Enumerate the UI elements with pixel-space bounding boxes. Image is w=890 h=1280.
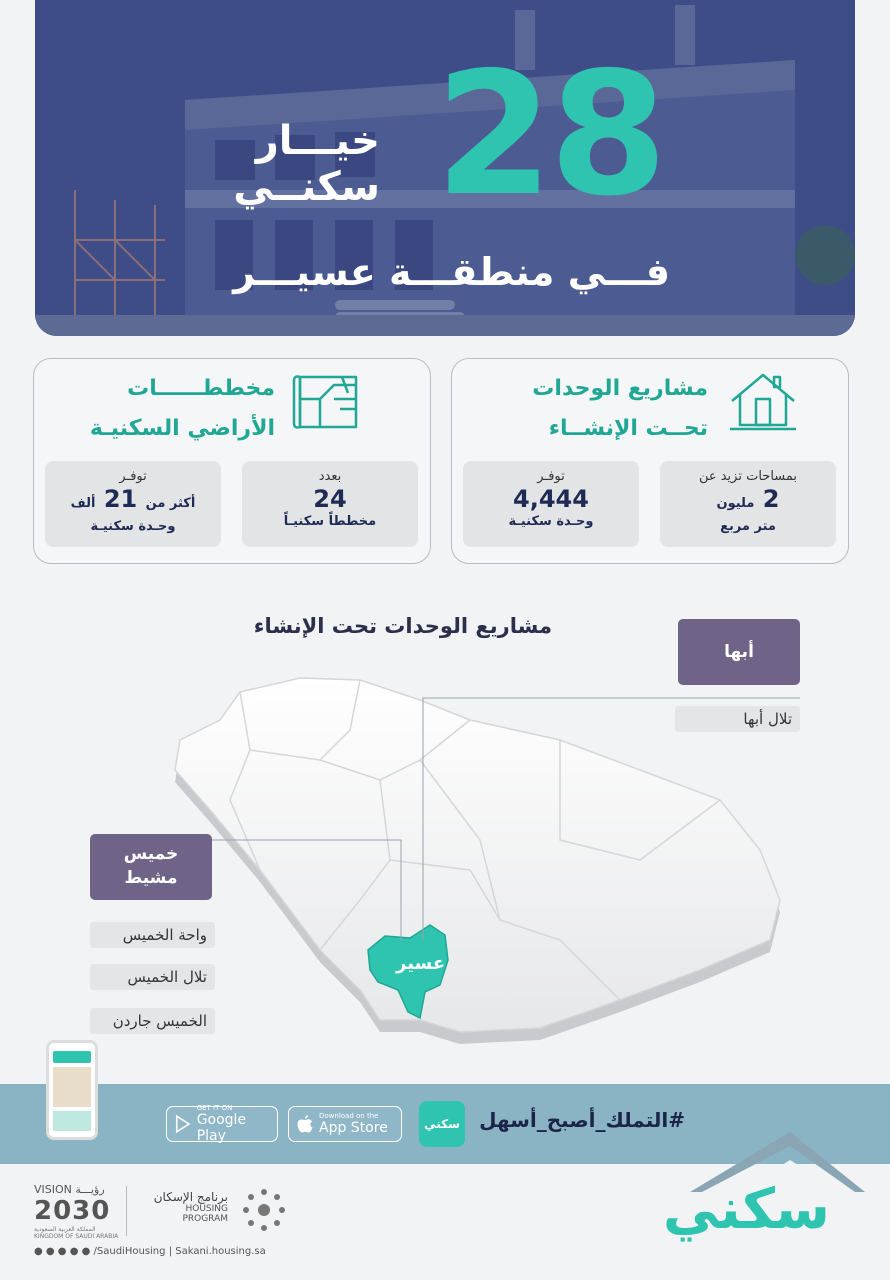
hero-number: 28 <box>435 36 664 234</box>
project-item: الخميس جاردن <box>90 1008 215 1034</box>
sakani-app-icon[interactable]: سكني <box>419 1101 465 1147</box>
stat-number-suffix: مليون <box>716 496 755 511</box>
social-links <box>34 1246 266 1257</box>
stat-value <box>660 484 836 519</box>
units-card <box>451 358 849 564</box>
stat-label: توفـر <box>119 469 147 484</box>
project-item: تلال أبها <box>675 706 800 732</box>
units-stat-count <box>463 461 639 547</box>
app-store-big: App Store <box>319 1120 388 1136</box>
units-heading-line2: تحــت الإنشــاء <box>548 416 708 441</box>
vision-sub-en: KINGDOM OF SAUDI ARABIA <box>34 1233 119 1240</box>
lands-heading-line1: مخططــــــات <box>127 376 275 401</box>
hero-title-line1: خيـــار <box>255 118 380 164</box>
stat-value <box>45 484 221 519</box>
app-store-small: Download on the <box>319 1112 379 1120</box>
app-store-text <box>319 1112 388 1136</box>
phone-image <box>46 1040 98 1140</box>
program-ar: برنامج الإسكان <box>153 1190 228 1204</box>
stat-label: بعدد <box>318 469 342 484</box>
city-abha: أبها <box>678 619 800 685</box>
stat-unit: متر مربع <box>720 519 776 534</box>
app-store-button[interactable] <box>288 1106 402 1142</box>
vision-sub-ar: المملكة العربية السعودية <box>34 1226 96 1233</box>
lands-stat-plans <box>242 461 418 547</box>
footer-divider <box>126 1186 127 1236</box>
stat-number-suffix: ألف <box>70 496 96 511</box>
house-icon <box>728 369 798 437</box>
stat-unit: وحـدة سكنيـة <box>508 514 594 529</box>
housing-program-emblem-icon <box>238 1184 290 1236</box>
lands-card <box>33 358 431 564</box>
google-play-button[interactable] <box>166 1106 278 1142</box>
asir-region-label: عسير <box>396 953 446 974</box>
social-icons[interactable]: ● ● ● ● ● <box>34 1246 91 1257</box>
footer-separator: | <box>168 1246 176 1257</box>
project-item: تلال الخميس <box>90 964 215 990</box>
city-khamis-mushait: خميس مشيط <box>90 834 212 900</box>
stat-number: 4,444 <box>513 485 589 513</box>
stat-number: 24 <box>313 485 347 513</box>
google-play-icon <box>175 1114 191 1134</box>
stat-number: 2 <box>762 485 780 513</box>
apple-icon <box>297 1114 313 1134</box>
stat-unit: مخططاً سكنيـاً <box>283 514 377 529</box>
hero-banner <box>35 0 855 336</box>
hero-subtitle: فـــي منطقـــة عسيـــر <box>233 250 670 294</box>
units-card-heading <box>532 369 708 449</box>
stat-label: توفـر <box>537 469 565 484</box>
sakani-logo-text: سكني <box>662 1177 830 1242</box>
lands-card-heading <box>90 369 275 449</box>
hashtag: #التملك_أصبح_أسهل <box>479 1108 685 1132</box>
lands-stat-units <box>45 461 221 547</box>
social-handle[interactable]: /SaudiHousing <box>93 1246 166 1257</box>
land-plan-icon <box>290 369 362 437</box>
stat-label: بمساحات تزيد عن <box>698 469 798 484</box>
map-title: مشاريع الوحدات تحت الإنشاء <box>253 614 552 638</box>
lands-heading-line2: الأراضي السكنيـة <box>89 416 275 441</box>
program-en: HOUSING PROGRAM <box>182 1204 228 1224</box>
stat-unit: وحـدة سكنيـة <box>90 519 176 534</box>
vision-word-en: VISION <box>34 1183 72 1196</box>
google-play-small: GET IT ON <box>196 1104 233 1112</box>
google-play-text <box>197 1104 269 1144</box>
google-play-big: Google Play <box>196 1112 247 1144</box>
vision-2030-logo <box>34 1183 118 1240</box>
housing-program-logo <box>140 1190 228 1224</box>
units-stat-area <box>660 461 836 547</box>
hero-title-line2: سكنــي <box>233 164 380 210</box>
vision-word-ar: رؤيـــة <box>75 1183 105 1196</box>
vision-words <box>34 1183 118 1196</box>
stat-number: 21 <box>103 485 138 513</box>
website-link[interactable]: Sakani.housing.sa <box>175 1246 266 1257</box>
hero-title <box>233 118 380 210</box>
vision-year: 2030 <box>34 1196 111 1226</box>
units-heading-line1: مشاريع الوحدات <box>532 376 708 401</box>
stat-number-prefix: أكثر من <box>145 496 196 511</box>
project-item: واحة الخميس <box>90 922 215 948</box>
